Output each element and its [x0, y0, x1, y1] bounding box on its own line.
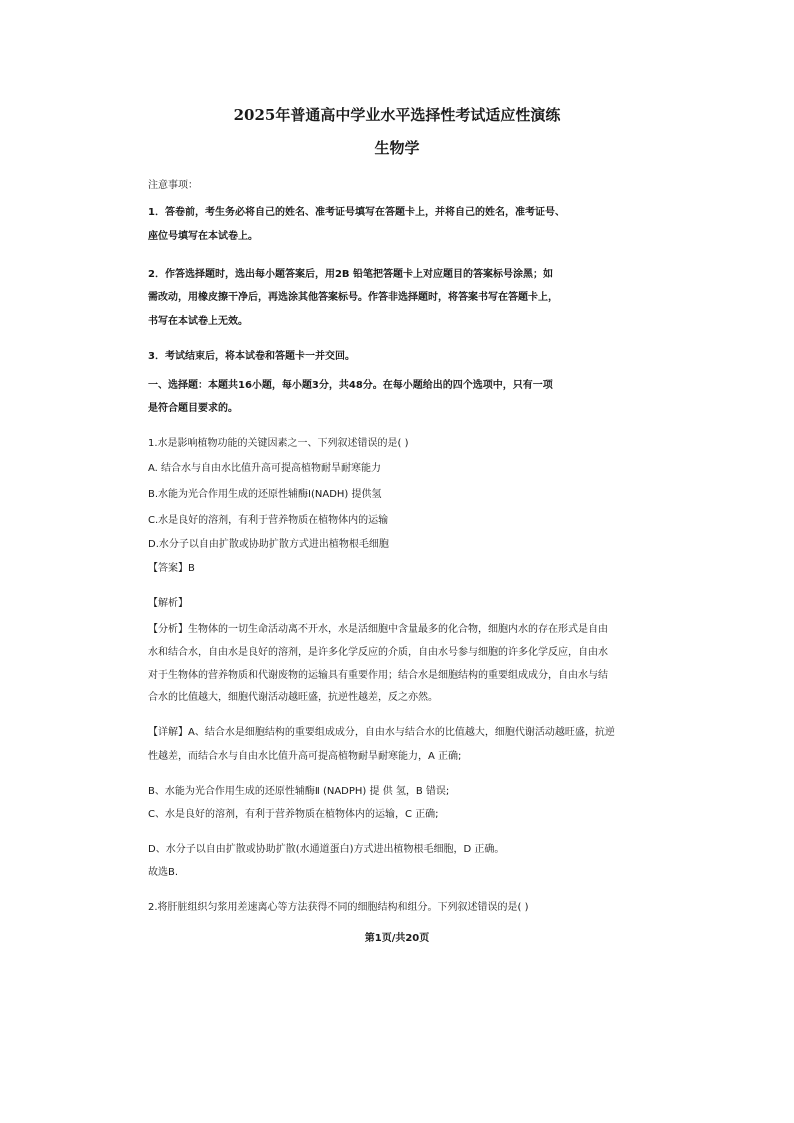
page-number: 第1页/共20页: [364, 933, 430, 944]
q1-analysis-line-1: 【分析】生物体的一切生命活动离不开水，水是活细胞中含量最多的化合物，细胞内水的存在形式是自由: [148, 624, 608, 635]
section-heading-line-1: 一、选择题：本题共16小题，每小题3分，共48分。在每小题给出的四个选项中，只有一项: [148, 380, 553, 391]
q1-detail-b: B、水能为光合作用生成的还原性辅酶Ⅱ (NADPH) 提 供 氢，B 错误;: [148, 786, 450, 797]
q1-detail-line-1: 【详解】A、结合水是细胞结构的重要组成成分，自由水与结合水的比值越大，细胞代谢活动越旺盛，抗逆: [148, 727, 615, 738]
q1-option-d: D.水分子以自由扩散或协助扩散方式进出植物根毛细胞: [148, 539, 389, 550]
q1-jiexi-label: 【解析】: [148, 598, 188, 609]
notice-item-2-line-1: 2．作答选择题时，选出每小题答案后，用2B 铅笔把答题卡上对应题目的答案标号涂黑；如: [148, 269, 554, 280]
q1-analysis-line-4: 合水的比值越大，细胞代谢活动越旺盛，抗逆性越差，反之亦然。: [148, 692, 438, 703]
notice-item-3: 3．考试结束后，将本试卷和答题卡一并交回。: [148, 351, 355, 362]
notice-item-2-line-2: 需改动，用橡皮擦干净后，再选涂其他答案标号。作答非选择题时，将答案书写在答题卡上，: [148, 292, 558, 303]
q1-detail-d: D、水分子以自由扩散或协助扩散(水通道蛋白)方式进出植物根毛细胞，D 正确。: [148, 844, 505, 855]
q2-stem: 2.将肝脏组织匀浆用差速离心等方法获得不同的细胞结构和组分。下列叙述错误的是( ): [148, 902, 529, 913]
notice-item-1-line-1: 1．答卷前，考生务必将自己的姓名、准考证号填写在答题卡上，并将自己的姓名，准考证号、: [148, 207, 565, 218]
q1-analysis-line-2: 水和结合水，自由水是良好的溶剂，是许多化学反应的介质，自由水号参与细胞的许多化学反应，自由水: [148, 647, 608, 658]
subject-title: 生物学: [374, 139, 420, 157]
q1-conclusion: 故选B.: [148, 867, 179, 878]
q1-analysis-line-3: 对于生物体的营养物质和代谢废物的运输具有重要作用；结合水是细胞结构的重要组成成分，自由水与结: [148, 670, 608, 681]
q1-option-b: B.水能为光合作用生成的还原性辅酶I(NADH) 提供氢: [148, 489, 382, 500]
q1-option-a: A. 结合水与自由水比值升高可提高植物耐旱耐寒能力: [148, 463, 382, 474]
exam-title: 2025年普通高中学业水平选择性考试适应性演练: [233, 106, 561, 124]
notice-item-1-line-2: 座位号填写在本试卷上。: [148, 231, 258, 242]
q1-stem: 1.水是影响植物功能的关键因素之一、下列叙述错误的是( ): [148, 438, 409, 449]
q1-answer: 【答案】B: [148, 563, 195, 574]
section-heading-line-2: 是符合题目要求的。: [148, 403, 238, 414]
q1-detail-line-2: 性越差，而结合水与自由水比值升高可提高植物耐旱耐寒能力，A 正确;: [148, 751, 462, 762]
q1-detail-c: C、水是良好的溶剂，有利于营养物质在植物体内的运输，C 正确;: [148, 809, 439, 820]
notice-heading: 注意事项：: [148, 180, 198, 191]
q1-option-c: C.水是良好的溶剂，有利于营养物质在植物体内的运输: [148, 515, 389, 526]
notice-item-2-line-3: 书写在本试卷上无效。: [148, 316, 248, 327]
